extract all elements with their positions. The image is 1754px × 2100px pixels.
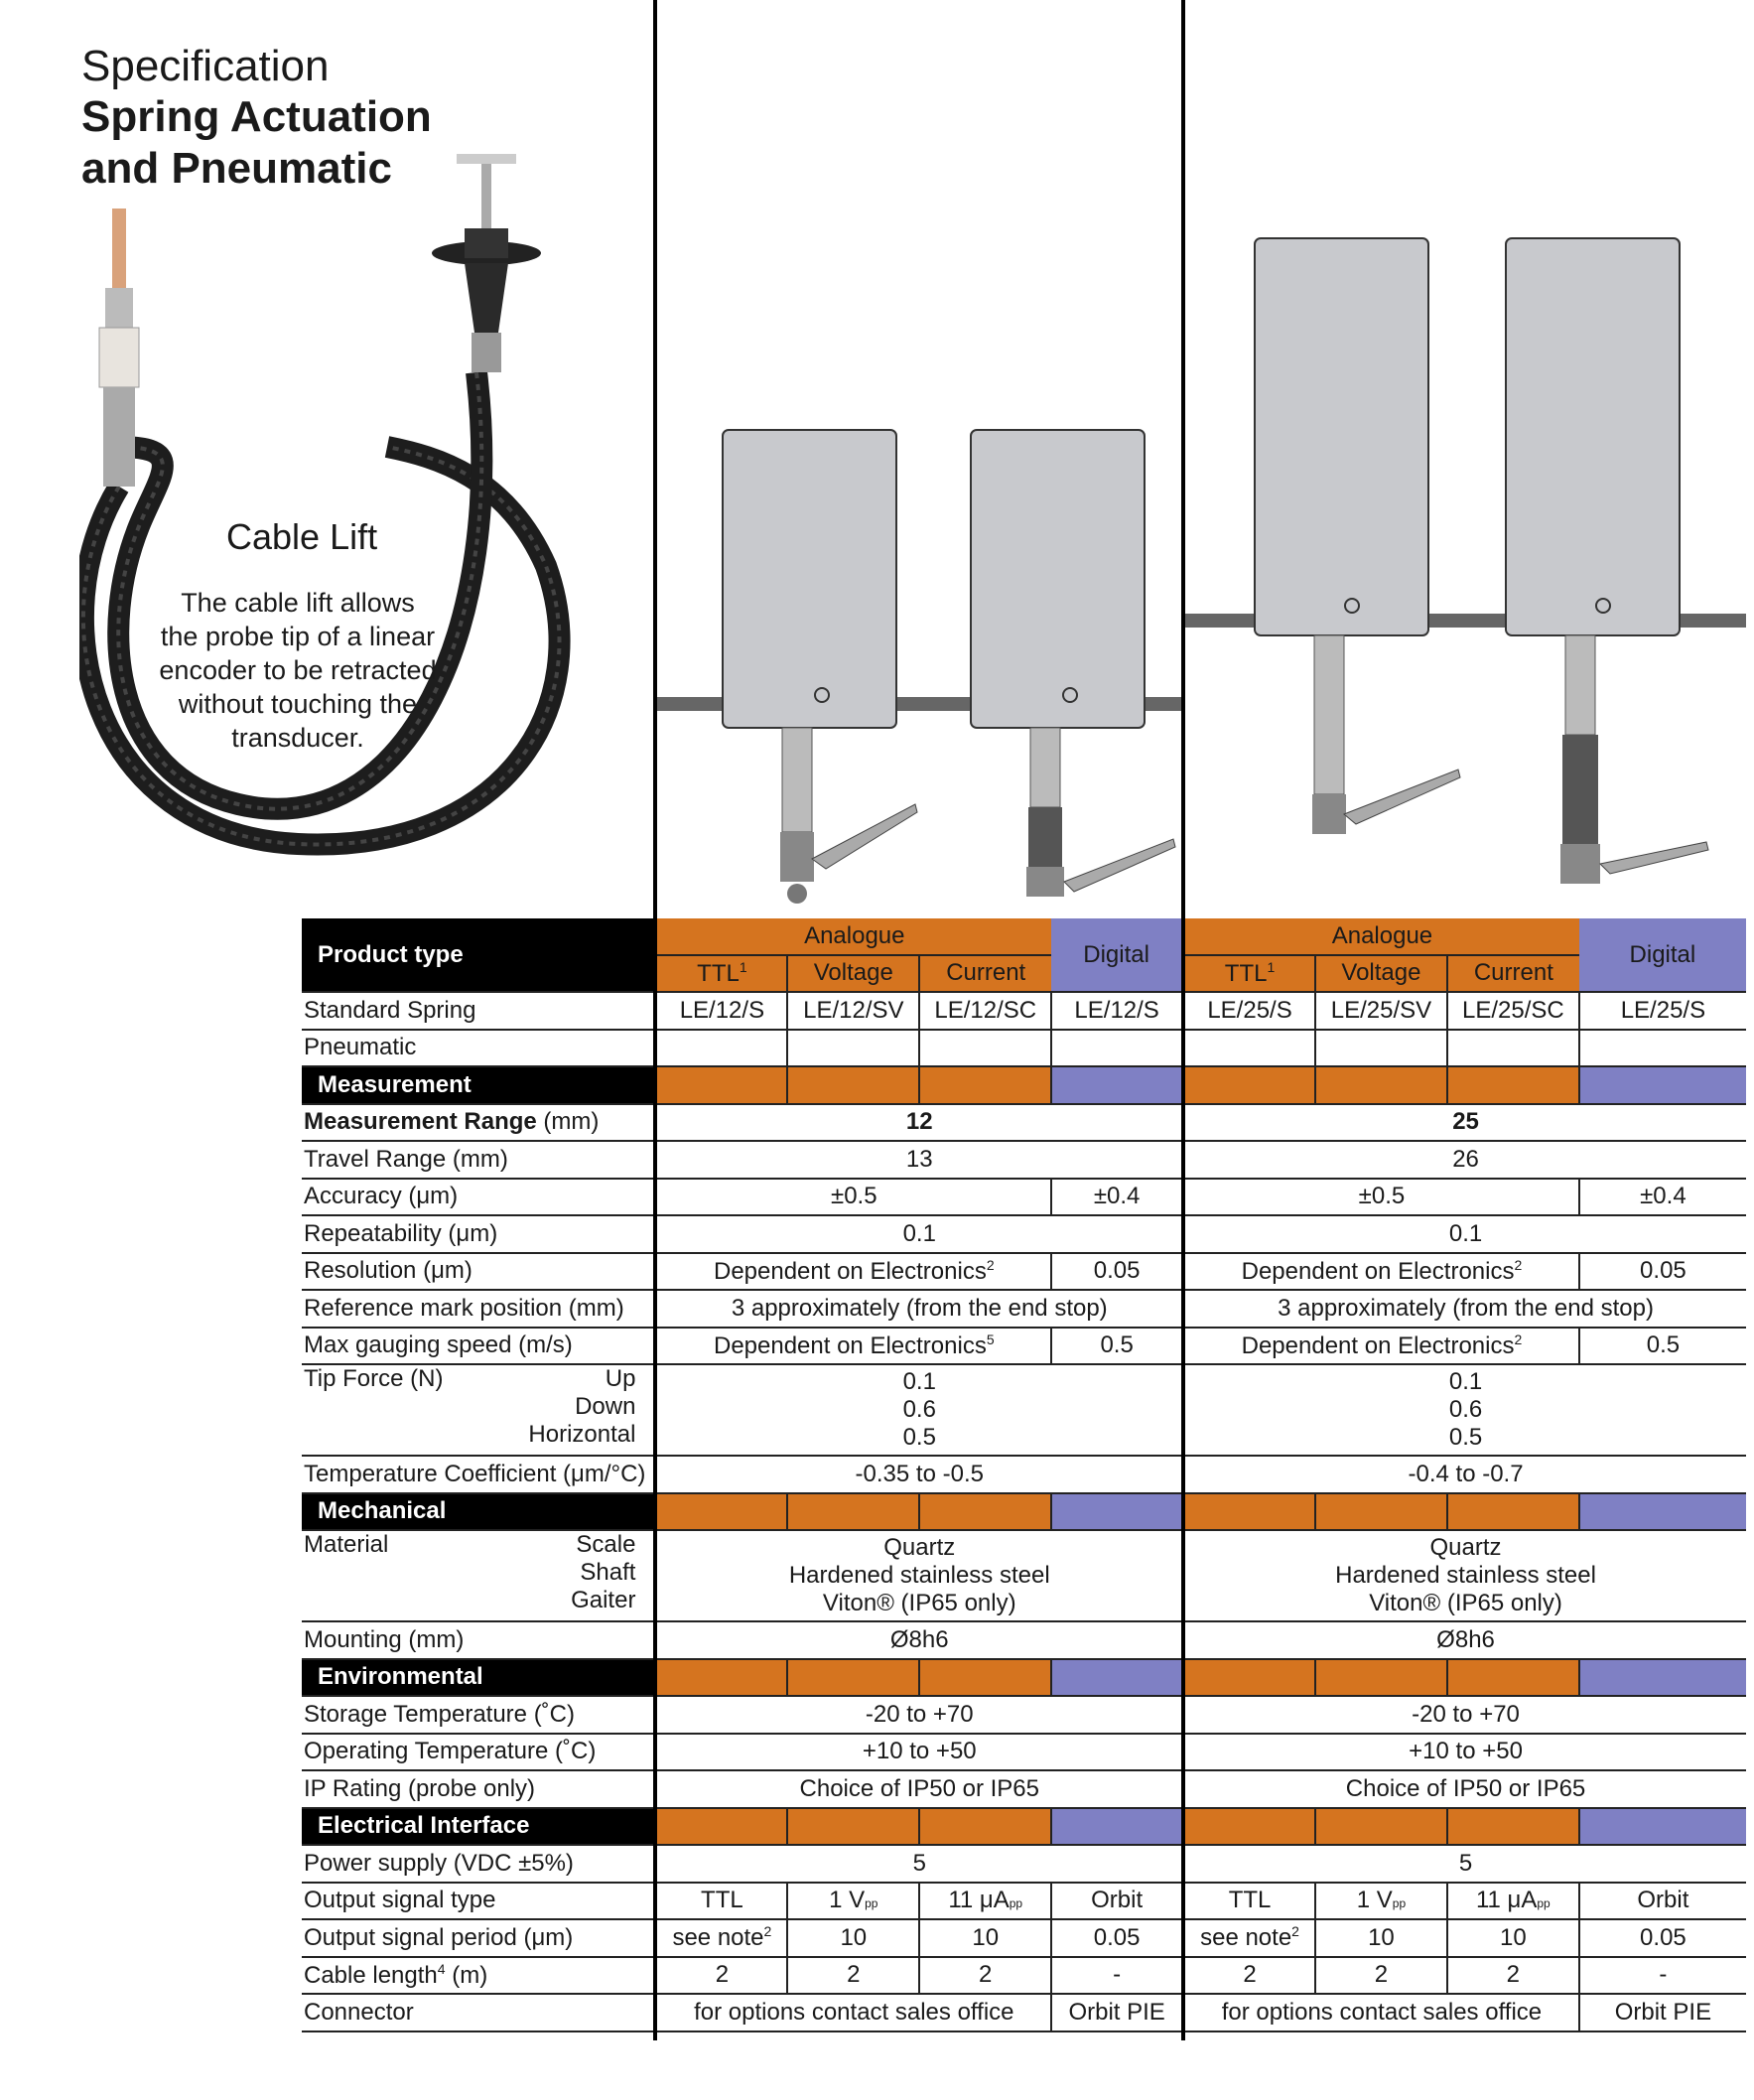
row-measurement-range: Measurement Range (mm) 12 25 — [302, 1104, 1746, 1142]
digital-12-header: Digital — [1051, 918, 1183, 992]
row-material: Material Scale Shaft Gaiter Quartz Hardened stainless steel Viton® (IP65 only) Quartz Hardened stainless steel Viton® (IP65 only) — [302, 1530, 1746, 1621]
cable-lift-title: Cable Lift — [226, 516, 378, 557]
analogue-25-header: Analogue — [1183, 918, 1579, 955]
cable-lift-description: The cable lift allows the probe tip of a linear encoder to be retracted without touching the transducer. — [159, 588, 437, 753]
row-storage-temperature: Storage Temperature (˚C) -20 to +70 -20 to +70 — [302, 1696, 1746, 1734]
digital-25-header: Digital — [1579, 918, 1746, 992]
row-temperature-coefficient: Temperature Coefficient (μm/°C) -0.35 to -0.5 -0.4 to -0.7 — [302, 1456, 1746, 1493]
row-repeatability: Repeatability (μm) 0.1 0.1 — [302, 1215, 1746, 1253]
row-mounting: Mounting (mm) Ø8h6 Ø8h6 — [302, 1621, 1746, 1659]
voltage-25-header: Voltage — [1315, 955, 1447, 993]
encoder-12-image — [657, 417, 1181, 918]
row-travel-range: Travel Range (mm) 13 26 — [302, 1141, 1746, 1179]
row-operating-temperature: Operating Temperature (˚C) +10 to +50 +10 to +50 — [302, 1734, 1746, 1771]
cable-lift-image — [79, 149, 596, 874]
spec-title: Specification — [81, 42, 330, 90]
analogue-12-header: Analogue — [655, 918, 1051, 955]
row-resolution: Resolution (μm) Dependent on Electronics$^2$ 0.05 Dependent on Electronics$^2$ 0.05 — [302, 1253, 1746, 1291]
row-cable-length: Cable length$^4$ (m) 2 2 2 - 2 2 2 - — [302, 1957, 1746, 1995]
encoder-25-image — [1185, 228, 1746, 918]
section-mechanical: Mechanical — [302, 1493, 1746, 1531]
current-25-header: Current — [1447, 955, 1579, 993]
row-ip-rating: IP Rating (probe only) Choice of IP50 or IP65 Choice of IP50 or IP65 — [302, 1770, 1746, 1808]
row-connector: Connector for options contact sales office Orbit PIE for options contact sales office Orbit PIE — [302, 1994, 1746, 2031]
voltage-12-header: Voltage — [787, 955, 919, 993]
spec-table — [302, 918, 1746, 2032]
section-electrical: Electrical Interface — [302, 1808, 1746, 1846]
row-tip-force: Tip Force (N) Up Down Horizontal 0.1 0.6 0.5 0.1 0.6 0.5 — [302, 1364, 1746, 1456]
current-12-header: Current — [919, 955, 1051, 993]
header-row-1 — [302, 918, 1746, 955]
ttl-25-header: TTL$^1$ — [1183, 955, 1315, 993]
row-power-supply: Power supply (VDC ±5%) 5 5 — [302, 1845, 1746, 1883]
section-measurement: Measurement — [302, 1066, 1746, 1104]
ttl-12-header: TTL$^1$ — [655, 955, 787, 993]
row-output-signal-period: Output signal period (μm) see note$^2$ 10 10 0.05 see note$^2$ 10 10 0.05 — [302, 1919, 1746, 1957]
row-pneumatic: Pneumatic — [302, 1030, 1746, 1067]
row-accuracy: Accuracy (μm) ±0.5 ±0.4 ±0.5 ±0.4 — [302, 1179, 1746, 1216]
row-output-signal-type: Output signal type TTL 1 Vpp 11 μApp Orbit TTL 1 Vpp 11 μApp Orbit — [302, 1883, 1746, 1920]
row-standard-spring: Standard Spring LE/12/S LE/12/SV LE/12/SC LE/12/S LE/25/S LE/25/SV LE/25/SC LE/25/S — [302, 992, 1746, 1030]
spec-subtitle: Spring Actuation and Pneumatic — [81, 92, 432, 193]
section-environmental: Environmental — [302, 1659, 1746, 1697]
row-max-gauging-speed: Max gauging speed (m/s) Dependent on Electronics$^5$ 0.5 Dependent on Electronics$^2$ 0.5 — [302, 1328, 1746, 1365]
row-reference-mark: Reference mark position (mm) 3 approximately (from the end stop) 3 approximately (from the end stop) — [302, 1290, 1746, 1328]
product-type-label: Product type — [302, 918, 655, 992]
